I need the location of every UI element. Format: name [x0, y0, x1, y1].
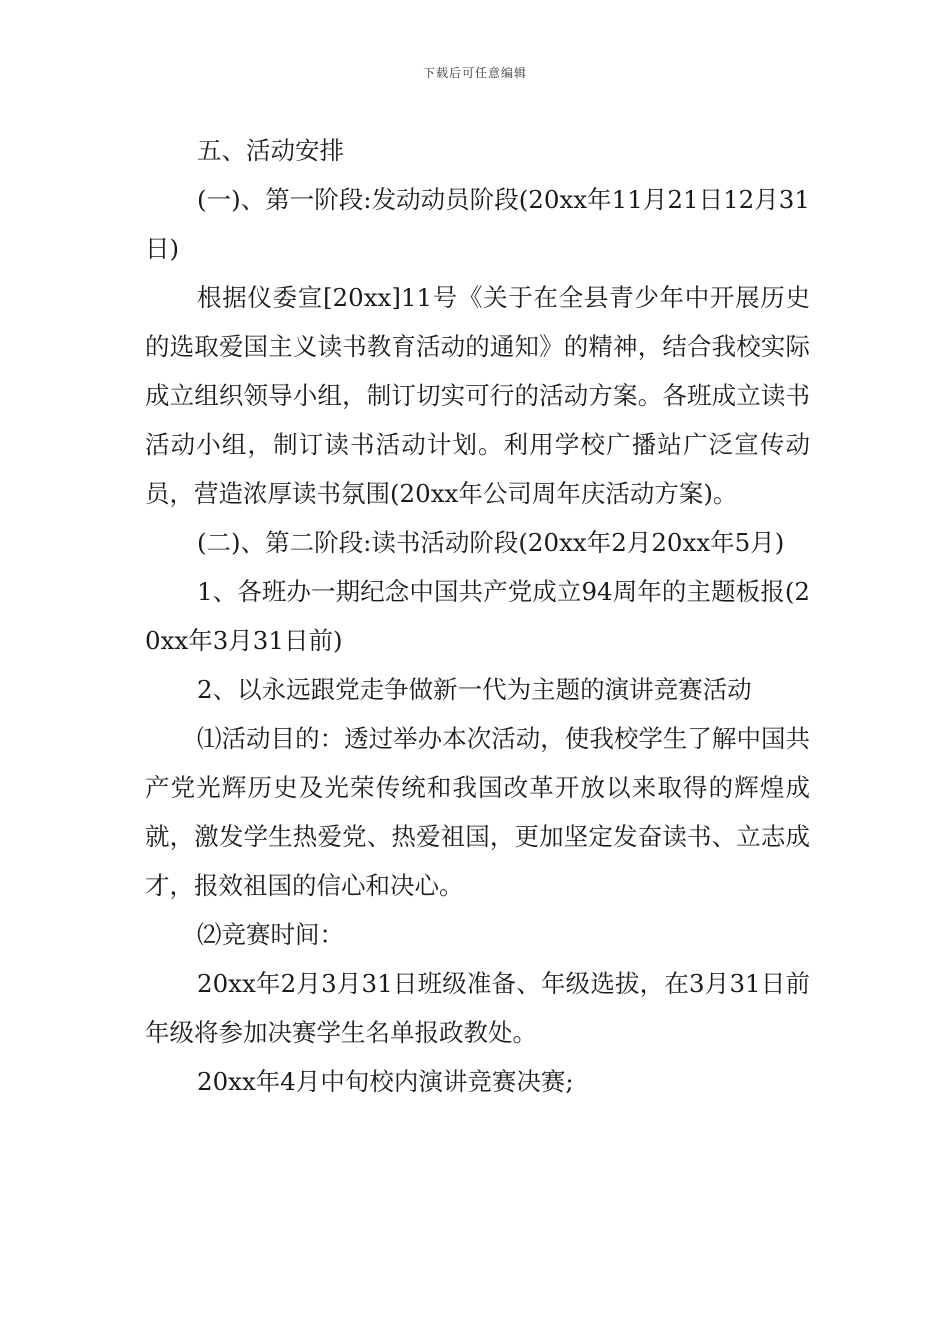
phase-two-heading: (二)、第二阶段:读书活动阶段(20xx年2月20xx年5月) [197, 528, 785, 557]
activity-purpose: ⑴活动目的：透过举办本次活动，使我校学生了解中国共产党光辉历史及光荣传统和我国改革开放以来取得的辉煌成就，激发学生热爱党、热爱祖国，更加坚定发奋读书、立志成才，报效祖国的信心和决心。 [145, 724, 810, 900]
section-heading-activity-arrangement: 五、活动安排 [197, 136, 344, 165]
document-body [145, 126, 810, 1106]
header-note: 下载后可任意编辑 [422, 66, 527, 80]
contest-time-heading: ⑵竞赛时间： [197, 920, 344, 949]
phase-one-heading: (一)、第一阶段:发动动员阶段(20xx年11月21日12月31日) [145, 185, 810, 263]
phase-one-body: 根据仪委宣[20xx]11号《关于在全县青少年中开展历史的选取爱国主义读书教育活动的通知》的精神，结合我校实际成立组织领导小组，制订切实可行的活动方案。各班成立读书活动小组，制订读书活动计划。利用学校广播站广泛宣传动员，营造浓厚读书氛围(20xx年公司周年庆活动方案)。 [145, 283, 810, 508]
contest-time-prelim: 20xx年2月3月31日班级准备、年级选拔，在3月31日前年级将参加决赛学生名单报政教处。 [145, 969, 810, 1047]
contest-time-final: 20xx年4月中旬校内演讲竞赛决赛; [197, 1067, 574, 1096]
item-1-blackboard: 1、各班办一期纪念中国共产党成立94周年的主题板报(20xx年3月31日前) [145, 577, 810, 655]
item-2-speech-contest: 2、以永远跟党走争做新一代为主题的演讲竞赛活动 [197, 675, 752, 704]
